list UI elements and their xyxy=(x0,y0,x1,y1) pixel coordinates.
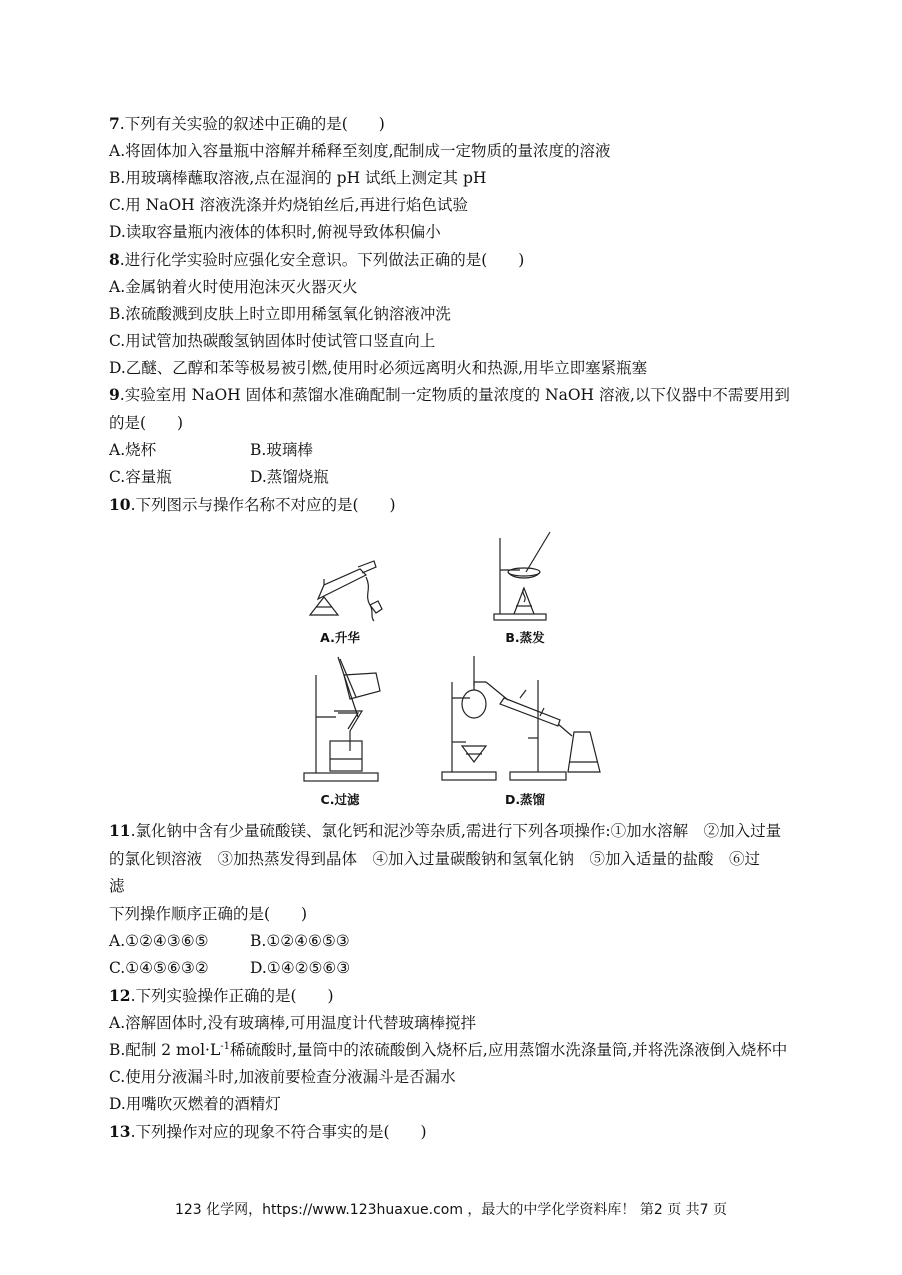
question-7-stem xyxy=(109,114,385,134)
superscript: -1 xyxy=(220,1040,230,1052)
question-number: 8 xyxy=(109,250,120,269)
question-number: 13 xyxy=(109,1122,131,1141)
question-10-stem xyxy=(109,495,396,515)
question-number: 10 xyxy=(109,495,131,514)
question-number: 12 xyxy=(109,986,131,1005)
question-8-stem xyxy=(109,250,524,270)
q7-option-c: C.用 NaOH 溶液洗涤并灼烧铂丝后,再进行焰色试验 xyxy=(109,196,469,214)
question-11-prompt: 下列操作顺序正确的是( ) xyxy=(109,905,308,923)
question-12-stem xyxy=(109,986,334,1006)
figure-caption-c: C.过滤 xyxy=(320,792,360,807)
filtration-figure xyxy=(300,655,390,785)
q9-option-c: C.容量瓶 xyxy=(109,468,172,486)
q12-option-a: A.溶解固体时,没有玻璃棒,可用温度计代替玻璃棒搅拌 xyxy=(109,1014,476,1032)
page-footer: 123 化学网，https://www.123huaxue.com ，最大的中学化学资料库！ 第2 页 共7 页 xyxy=(174,1202,728,1218)
figure-caption-a: A.升华 xyxy=(320,630,360,645)
q7-option-d: D.读取容量瓶内液体的体积时,俯视导致体积偏小 xyxy=(109,223,441,241)
question-text: .下列有关实验的叙述中正确的是( ) xyxy=(119,115,385,133)
option-text: 稀硫酸时,量筒中的浓硫酸倒入烧杯后,应用蒸馏水洗涤量筒,并将洗涤液倒入烧杯中 xyxy=(230,1041,788,1059)
q8-option-c: C.用试管加热碳酸氢钠固体时使试管口竖直向上 xyxy=(109,332,436,350)
q7-option-b: B.用玻璃棒蘸取溶液,点在湿润的 pH 试纸上测定其 pH xyxy=(109,169,487,187)
q12-option-d: D.用嘴吹灭燃着的酒精灯 xyxy=(109,1095,281,1113)
evaporation-figure xyxy=(490,530,560,625)
question-text: .进行化学实验时应强化安全意识。下列做法正确的是( ) xyxy=(119,251,525,269)
question-number: 9 xyxy=(109,385,120,404)
question-number: 7 xyxy=(109,114,120,133)
question-11-stem-cont2: 滤 xyxy=(109,877,125,895)
q8-option-d: D.乙醚、乙醇和苯等极易被引燃,使用时必须远离明火和热源,用毕立即塞紧瓶塞 xyxy=(109,359,648,377)
question-text: .下列图示与操作名称不对应的是( ) xyxy=(130,496,396,514)
q7-option-a: A.将固体加入容量瓶中溶解并稀释至刻度,配制成一定物质的量浓度的溶液 xyxy=(109,142,611,160)
q11-option-d: D.①④②⑤⑥③ xyxy=(250,959,351,977)
q9-option-a: A.烧杯 xyxy=(109,441,157,459)
question-9-stem-cont: 的是( ) xyxy=(109,414,184,432)
figure-caption-b: B.蒸发 xyxy=(505,630,545,645)
q11-option-a: A.①②④③⑥⑤ xyxy=(109,932,209,950)
question-text: .下列操作对应的现象不符合事实的是( ) xyxy=(130,1123,427,1141)
distillation-figure xyxy=(440,652,610,784)
q12-option-b xyxy=(109,1040,787,1060)
question-number: 11 xyxy=(109,821,131,840)
q9-option-d: D.蒸馏烧瓶 xyxy=(250,468,329,486)
question-text: .氯化钠中含有少量硫酸镁、氯化钙和泥沙等杂质,需进行下列各项操作:①加水溶解 ②加入过量 xyxy=(130,822,782,840)
q11-option-c: C.①④⑤⑥③② xyxy=(109,959,209,977)
question-11-stem xyxy=(109,821,781,841)
figure-caption-d: D.蒸馏 xyxy=(504,792,546,807)
sublimation-figure xyxy=(300,555,390,625)
q8-option-a: A.金属钠着火时使用泡沫灭火器灭火 xyxy=(109,278,358,296)
q9-option-b: B.玻璃棒 xyxy=(250,441,313,459)
question-text: .实验室用 NaOH 固体和蒸馏水准确配制一定物质的量浓度的 NaOH 溶液,以下仪器中不需要用到 xyxy=(119,386,790,404)
option-text: B.配制 2 mol·L xyxy=(109,1041,221,1059)
question-11-stem-cont: 的氯化钡溶液 ③加热蒸发得到晶体 ④加入过量碳酸钠和氢氧化钠 ⑤加入适量的盐酸 ⑥过 xyxy=(109,850,761,868)
q11-option-b: B.①②④⑥⑤③ xyxy=(250,932,350,950)
question-13-stem xyxy=(109,1122,427,1142)
q12-option-c: C.使用分液漏斗时,加液前要检查分液漏斗是否漏水 xyxy=(109,1068,456,1086)
q8-option-b: B.浓硫酸溅到皮肤上时立即用稀氢氧化钠溶液冲洗 xyxy=(109,305,451,323)
question-9-stem xyxy=(109,385,790,405)
question-text: .下列实验操作正确的是( ) xyxy=(130,987,334,1005)
